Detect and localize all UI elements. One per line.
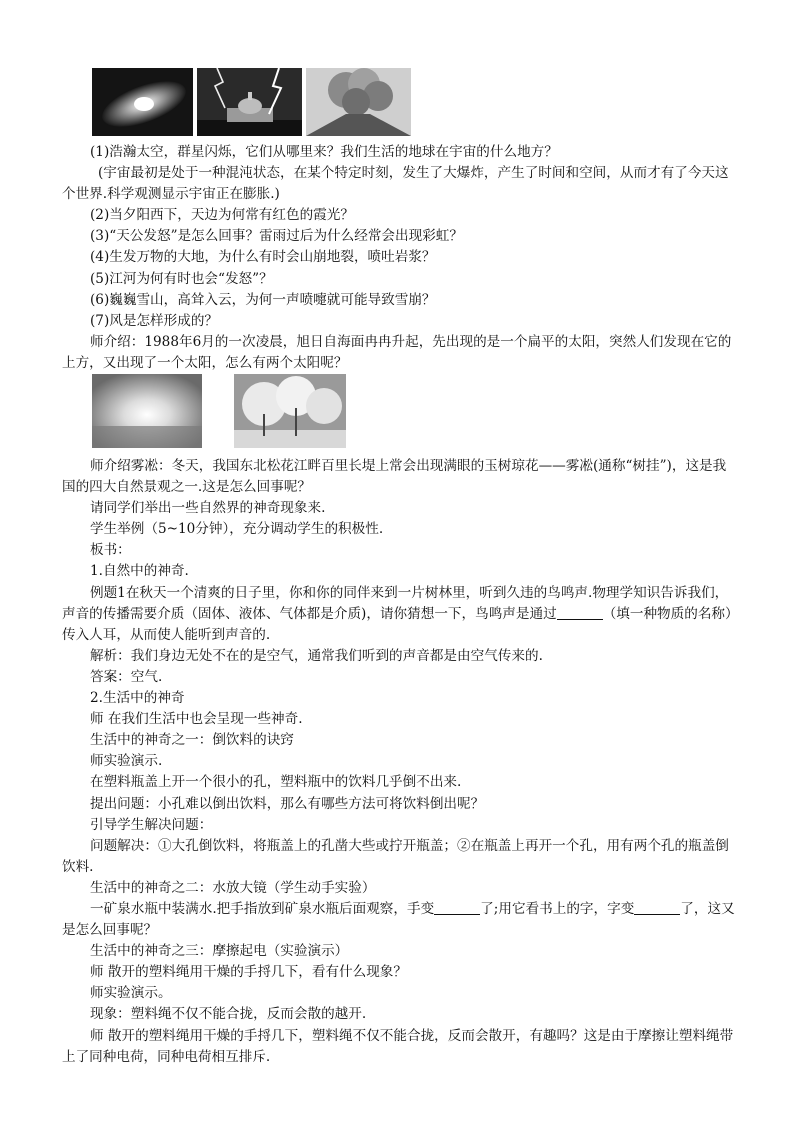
question-3: (3)“天公发怒”是怎么回事？雷雨过后为什么经常会出现彩虹？	[90, 228, 463, 245]
text-block-1	[62, 142, 738, 374]
lightning-capitol-image	[197, 68, 302, 136]
wonder-1: 生活中的神奇之一：倒饮料的诀窍	[90, 732, 294, 749]
teacher-life: 师 在我们生活中也会呈现一些神奇.	[90, 711, 303, 728]
two-suns-image	[92, 374, 202, 448]
section-heading-1: 1.自然中的神奇.	[90, 563, 189, 580]
lens-part-2: 了;用它看书上的字，字变	[480, 900, 635, 917]
phenomenon: 现象：塑料绳不仅不能合拢，反而会散的越开.	[90, 1006, 367, 1023]
solution: 问题解决：①大孔倒饮料，将瓶盖上的孔凿大些或拧开瓶盖；②在瓶盖上再开一个孔，用有两个孔的瓶盖倒饮料.	[62, 837, 729, 875]
volcano-eruption-image	[306, 68, 411, 136]
question-1-note: (宇宙最初是处于一种混沌状态，在某个特定时刻，发生了大爆炸，产生了时间和空间，从而才有了今天这个世界.科学观测显示宇宙正在膨胀.)	[62, 165, 729, 203]
question-7: (7)风是怎样形成的？	[90, 312, 219, 329]
wonder-3: 生活中的神奇之三：摩擦起电（实验演示）	[90, 943, 349, 960]
lens-part-3: 了，这又是怎么回事呢？	[62, 900, 735, 939]
wonder-2: 生活中的神奇之二：水放大镜（学生动手实验）	[90, 879, 376, 896]
demo-2: 师实验演示。	[90, 985, 172, 1002]
middle-image-row	[92, 374, 346, 448]
example-1	[62, 583, 738, 646]
water-lens	[62, 899, 738, 941]
students-examples: 学生举例（5~10分钟），充分调动学生的积极性.	[90, 521, 384, 538]
section-heading-2: 2.生活中的神奇	[90, 690, 185, 707]
top-image-row	[92, 68, 411, 136]
board-heading: 板书：	[90, 542, 131, 559]
question-4: (4)生发万物的大地，为什么有时会山崩地裂，喷吐岩浆？	[90, 249, 436, 266]
answer-blank	[557, 605, 603, 620]
intro-rime: 师介绍雾凇：冬天，我国东北松花江畔百里长堤上常会出现满眼的玉树琼花——雾凇(通称“树挂”)，这是我国的四大自然景观之一.这是怎么回事呢？	[62, 458, 727, 496]
example-1-after: （填一种物质的名称）传入人耳，从而使人能听到声音的.	[62, 605, 732, 643]
guide: 引导学生解决问题：	[90, 816, 213, 833]
example-1-before: 例题1在秋天一个清爽的日子里，你和你的同伴来到一片树林里，听到久违的鸟鸣声.物理学知识告诉我们，声音的传播需要介质（固体、液体、气体都是介质)，请你猜想一下，鸟鸣声是通过	[62, 584, 729, 622]
teacher-rope-answer: 师 散开的塑料绳用干燥的手捋几下，塑料绳不仅不能合拢，反而会散开，有趣吗？这是由于摩擦让塑料绳带上了同种电荷，同种电荷相互排斥.	[62, 1027, 734, 1065]
question-2: (2)当夕阳西下，天边为何常有红色的霞光？	[90, 207, 354, 224]
bottle-hole: 在塑料瓶盖上开一个很小的孔，塑料瓶中的饮料几乎倒不出来.	[90, 774, 462, 791]
ask-students: 请同学们举出一些自然界的神奇现象来.	[90, 500, 326, 517]
lens-part-1: 一矿泉水瓶中装满水.把手指放到矿泉水瓶后面观察，手变	[90, 900, 435, 917]
lens-blank-2	[634, 900, 680, 915]
rime-trees-image	[234, 374, 346, 448]
text-block-2	[62, 456, 738, 1068]
teacher-rope-question: 师 散开的塑料绳用干燥的手捋几下，看有什么现象？	[90, 964, 407, 981]
question: 提出问题：小孔难以倒出饮料，那么有哪些方法可将饮料倒出呢？	[90, 795, 485, 812]
demo-1: 师实验演示.	[90, 753, 163, 770]
question-5: (5)江河为何有时也会“发怒”？	[90, 270, 273, 287]
galaxy-image	[92, 68, 193, 136]
intro-two-suns: 师介绍：1988年6月的一次凌晨，旭日自海面冉冉升起，先出现的是一个扁平的太阳，突然人们发现在它的上方，又出现了一个太阳，怎么有两个太阳呢？	[62, 333, 732, 371]
question-1: (1)浩瀚太空，群星闪烁，它们从哪里来？我们生活的地球在宇宙的什么地方？	[90, 144, 558, 160]
lens-blank-1	[434, 900, 480, 915]
answer: 答案：空气.	[90, 668, 163, 685]
analysis: 解析：我们身边无处不在的是空气，通常我们听到的声音都是由空气传来的.	[90, 647, 543, 664]
question-6: (6)巍巍雪山，高耸入云，为何一声喷嚏就可能导致雪崩？	[90, 291, 436, 308]
